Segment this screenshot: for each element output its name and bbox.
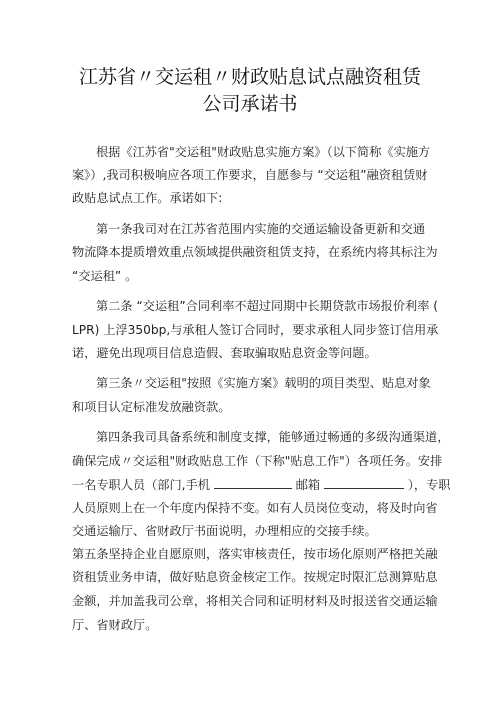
phone-blank[interactable] [214,476,292,489]
paragraph-line: 和项目认定标准发放融资款。 [72,400,231,414]
email-blank[interactable] [324,476,404,489]
paragraph-line: 第四条我司具备系统和制度支撑，能够通过畅通的多级沟通渠道， [96,430,450,444]
paragraph-line: 金额，并加盖我司公章，将相关合同和证明材料及时报送省交通运输 [72,594,438,608]
paragraph-line: 交通运输厅、省财政厅书面说明，办理相应的交接手续。 [72,524,377,538]
paragraph-line: 厅、省财政厅。 [72,618,158,632]
paragraph-line: “交运租” 。 [72,269,138,283]
paragraph-line: 物流降本提质增效重点领域提供融资租赁支持，在系统内将其标注为 [72,245,438,259]
paragraph-line: 案》）,我司积极响应各项工作要求，自愿参与 “交运租”融资租赁财 [72,168,428,182]
paragraph-line: 政贴息试点工作。承诺如下: [72,191,223,205]
contact-line [72,476,450,493]
contact-line-end: ），专职 [407,478,451,492]
paragraph-line: LPR) 上浮350bp,与承租人签订合同时，要求承租人同步签订信用承 [72,323,439,337]
document-title-line-2: 公司承诺书 [202,93,298,115]
email-label: 邮箱 [295,478,321,492]
paragraph-line: 第二条 “交运租”合同利率不超过同期中长期贷款市场报价利率 ( [96,299,439,313]
contact-line-start: 一名专职人员（部门,手机 [72,478,210,492]
paragraph-line: 资租赁业务申请，做好贴息资金核定工作。按规定时限汇总测算贴息 [72,570,438,584]
paragraph-line: 第三条〃交运租"按照《实施方案》载明的项目类型、贴息对象 [96,376,431,390]
paragraph-line: 诺，避免出现项目信息造假、套取骗取贴息资金等问题。 [72,346,377,360]
paragraph-line: 根据《江苏省"交运租"财政贴息实施方案》（以下简称《实施方 [96,145,431,159]
paragraph-line: 人员原则上在一个年度内保持不变。如有人员岗位变动，将及时向省 [72,501,438,515]
paragraph-line: 第五条坚持企业自愿原则，落实审核责任，按市场化原则严格把关融 [72,547,438,561]
paragraph-line: 第一条我司对在江苏省范围内实施的交通运输设备更新和交通 [96,222,426,236]
paragraph-line: 确保完成〃交运租"财政贴息工作（下称"贴息工作"）各项任务。安排 [72,454,443,468]
document-title-line-1: 江苏省〃交运租〃财政贴息试点融资租赁 [78,66,421,88]
